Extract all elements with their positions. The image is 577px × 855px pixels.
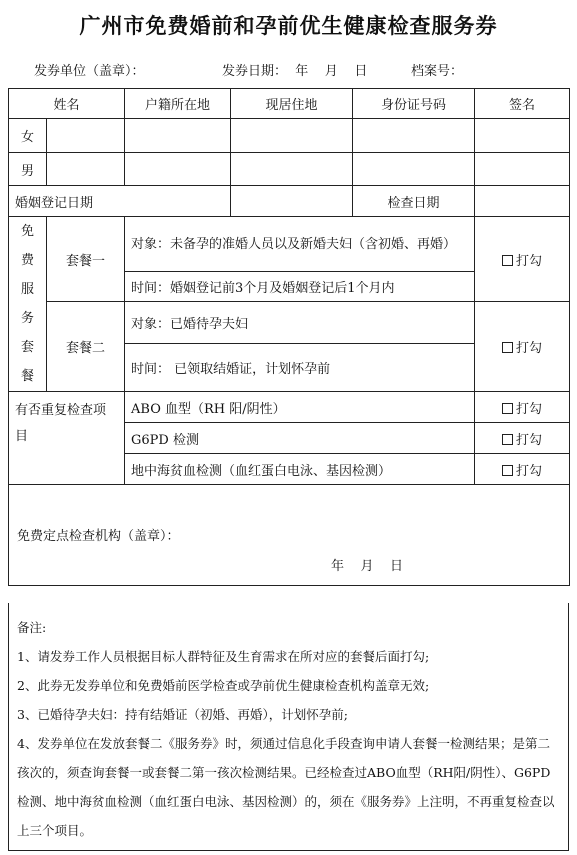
institution-row: [9, 485, 570, 586]
package1-name: 套餐一: [47, 217, 125, 302]
package1-target-row: [9, 217, 570, 272]
package1-checkbox[interactable]: 打勾: [475, 217, 570, 302]
institution-date: 年 月 日: [331, 559, 404, 574]
header-row: [9, 89, 570, 119]
female-hukou-field[interactable]: [125, 119, 231, 153]
marriage-date-label: 婚姻登记日期: [9, 186, 231, 217]
free-package-section-label: 免 费 服 务 套 餐: [9, 217, 47, 392]
marriage-date-field[interactable]: [231, 186, 353, 217]
female-id-field[interactable]: [353, 119, 475, 153]
exam-date-field[interactable]: [475, 186, 570, 217]
note-item: 1、请发券工作人员根据目标人群特征及生育需求在所对应的套餐后面打勾;: [17, 649, 430, 664]
header-residence: 现居住地: [231, 89, 353, 119]
file-number-label: 档案号：: [411, 64, 464, 79]
repeat-check-label: 有否重复检查项目: [9, 392, 125, 485]
male-id-field[interactable]: [353, 153, 475, 186]
package2-target: 对象：已婚待孕夫妇: [125, 302, 475, 344]
institution-label: 免费定点检查机构（盖章）：: [17, 529, 180, 544]
issuer-label: 发券单位（盖章）：: [34, 64, 145, 79]
female-label: 女: [9, 119, 47, 153]
repeat-item-thalassemia: 地中海贫血检测（血红蛋白电泳、基因检测）: [125, 454, 475, 485]
male-hukou-field[interactable]: [125, 153, 231, 186]
g6pd-checkbox[interactable]: 打勾: [475, 423, 570, 454]
package1-target: 对象：未备孕的准婚人员以及新婚夫妇（含初婚、再婚）: [125, 217, 475, 272]
repeat-item-g6pd: G6PD 检测: [125, 423, 475, 454]
header-signature: 签名: [475, 89, 570, 119]
package2-name: 套餐二: [47, 302, 125, 392]
header-id-number: 身份证号码: [353, 89, 475, 119]
package2-target-row: [9, 302, 570, 344]
thalassemia-checkbox[interactable]: 打勾: [475, 454, 570, 485]
notes-title: 备注:: [17, 620, 47, 635]
abo-checkbox[interactable]: 打勾: [475, 392, 570, 423]
notes-section: [8, 603, 569, 851]
male-name-field[interactable]: [47, 153, 125, 186]
checkbox-icon: [502, 465, 513, 476]
header-name: 姓名: [9, 89, 125, 119]
package2-time: 时间： 已领取结婚证，计划怀孕前: [125, 344, 475, 392]
package2-checkbox[interactable]: 打勾: [475, 302, 570, 392]
repeat-row-1: [9, 392, 570, 423]
female-signature-field[interactable]: [475, 119, 570, 153]
female-row: [9, 119, 570, 153]
issue-date-label: 发券日期： 年 月 日: [222, 64, 368, 79]
male-signature-field[interactable]: [475, 153, 570, 186]
page-title: 广州市免费婚前和孕前优生健康检查服务券: [79, 14, 498, 38]
repeat-item-abo: ABO 血型（RH 阳/阴性）: [125, 392, 475, 423]
registration-table: [8, 88, 570, 586]
header-hukou: 户籍所在地: [125, 89, 231, 119]
male-residence-field[interactable]: [231, 153, 353, 186]
checkbox-icon: [502, 342, 513, 353]
note-item: 4、发券单位在发放套餐二《服务券》时，须通过信息化手段查询申请人套餐一检测结果；是第二孩次的，须查询套餐一或套餐二第一孩次检测结果。已经检查过ABO血型（RH阳/阴性）、G6PD检测、地中海贫血检测（血红蛋白电泳、基因检测）的，须在《服务券》上注明，不再重复检查以上三个项目。: [17, 736, 555, 838]
note-item: 3、已婚待孕夫妇：持有结婚证（初婚、再婚），计划怀孕前;: [17, 707, 348, 722]
date-row: [9, 186, 570, 217]
male-row: [9, 153, 570, 186]
checkbox-icon: [502, 434, 513, 445]
package1-time: 时间：婚姻登记前3个月及婚姻登记后1个月内: [125, 272, 475, 302]
male-label: 男: [9, 153, 47, 186]
institution-stamp-area[interactable]: [9, 485, 570, 586]
checkbox-icon: [502, 403, 513, 414]
checkbox-icon: [502, 255, 513, 266]
female-residence-field[interactable]: [231, 119, 353, 153]
note-item: 2、此券无发券单位和免费婚前医学检查或孕前优生健康检查机构盖章无效;: [17, 678, 430, 693]
exam-date-label: 检查日期: [353, 186, 475, 217]
female-name-field[interactable]: [47, 119, 125, 153]
